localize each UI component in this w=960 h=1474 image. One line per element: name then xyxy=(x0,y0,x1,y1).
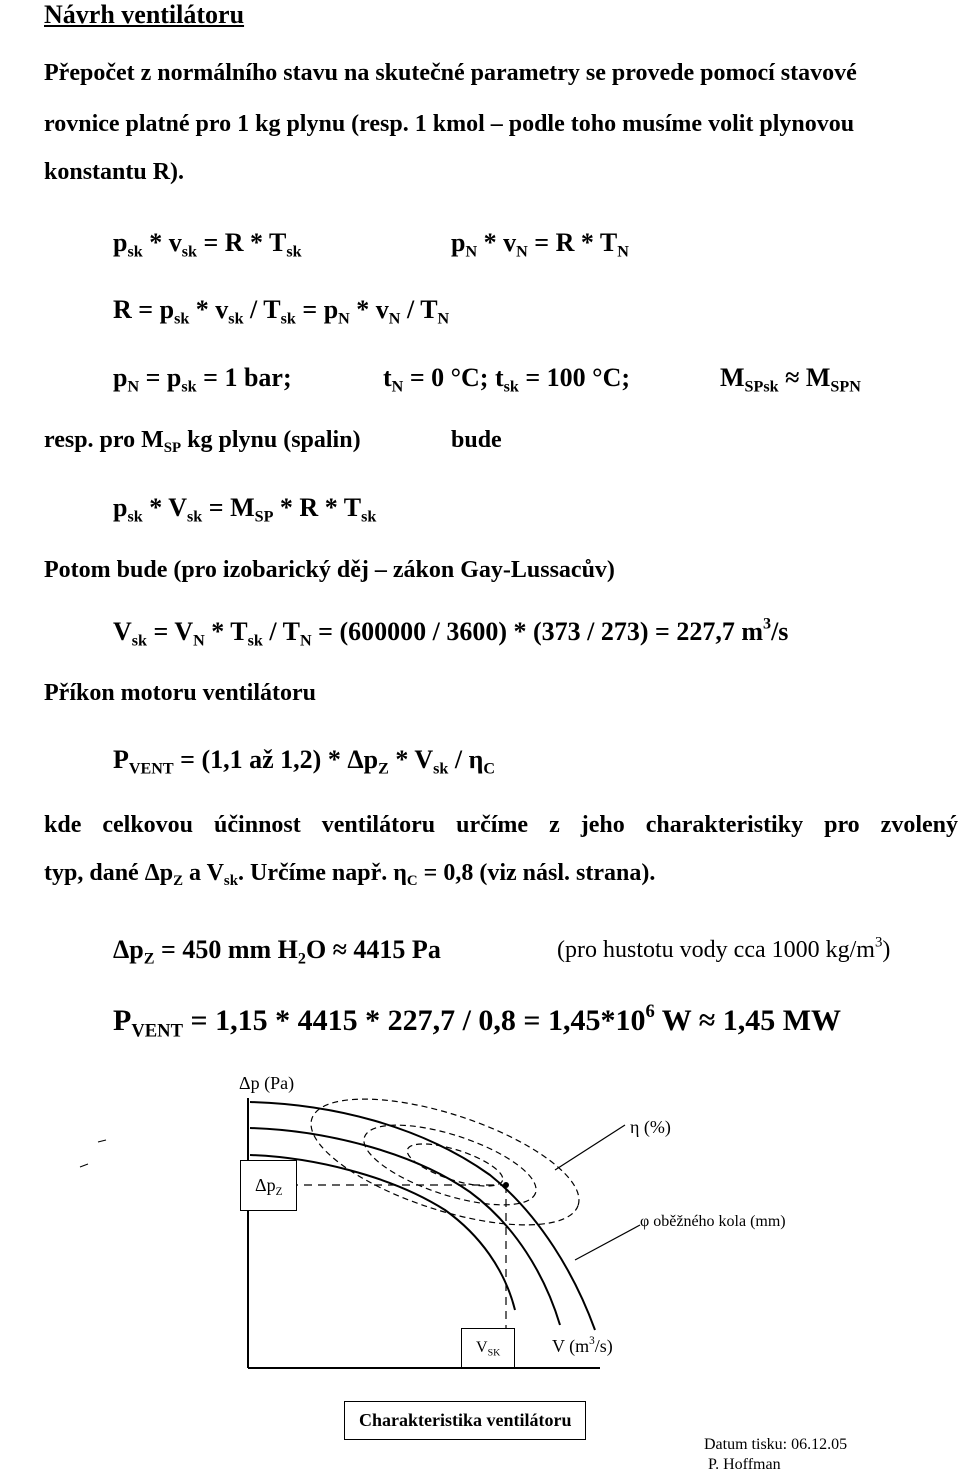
eta-label: η (%) xyxy=(630,1117,671,1137)
equation-mass: $M_{SPsk} \approx M_{SPN}$ xyxy=(720,363,861,396)
print-date: Datum tisku: 06.12.05 xyxy=(704,1436,848,1453)
resp-line: resp. pro $M_{SP}$ kg plynu (spalin) xyxy=(44,427,361,457)
phi-label: φ oběžného kola (mm) xyxy=(640,1213,786,1230)
vsk-label: $V_{SK}$ xyxy=(461,1328,515,1368)
efficiency-contour-middle xyxy=(355,1109,545,1222)
kde-line-1: kde celkovou účinnost ventilátoru určíme z jeho charakteristiky pro zvolený xyxy=(44,812,958,838)
equation-gas-constant: $R = p_{sk} * v_{sk} / T_{sk} = p_N * v_N / T_N$ xyxy=(113,295,450,328)
y-axis-label: Δp (Pa) xyxy=(239,1073,295,1093)
equation-power-result: $P_{VENT} = 1,15 * 4415 * 227,7 / 0,8 = 1,45*10^6$ W ≈ 1,45 MW xyxy=(113,1000,842,1042)
intro-line-1: Přepočet z normálního stavu na skutečné parametry se provede pomocí stavové xyxy=(44,60,857,86)
equation-volume-flow: $V_{sk} = V_N * T_{sk} / T_N = (600000 / 3600) * (373 / 273) = 227,7$ $m^3/s$ xyxy=(113,615,789,650)
fan-curve-2 xyxy=(250,1128,560,1325)
page-title: Návrh ventilátoru xyxy=(44,0,245,29)
potom-line: Potom bude (pro izobarický děj – zákon Gay-Lussacův) xyxy=(44,557,615,583)
prikon-heading: Příkon motoru ventilátoru xyxy=(44,680,316,706)
x-axis-label: V $(m^3/s)$ xyxy=(552,1335,613,1356)
efficiency-contour-outer xyxy=(297,1073,593,1251)
stray-mark xyxy=(98,1140,106,1142)
figure-caption: Charakteristika ventilátoru xyxy=(344,1401,586,1440)
equation-state-actual: $p_{sk} * v_{sk} = R * T_{sk}$ xyxy=(113,228,302,261)
eta-leader-line xyxy=(555,1125,625,1170)
kde-line-2: typ, dané $\Delta p_Z$ a $V_{sk}$. Určíme např. $\eta_C = 0,8$ (viz násl. strana). xyxy=(44,860,656,890)
bude-label: bude xyxy=(451,427,502,453)
phi-leader-line xyxy=(575,1225,640,1260)
fan-curve-1 xyxy=(250,1102,595,1330)
dpz-label: $\Delta p_Z$ xyxy=(240,1160,297,1211)
equation-pressure-diff: $\Delta p_Z = 450$ mm $H_2O \approx 4415$ Pa xyxy=(113,935,441,968)
equation-state-normal: $p_N * v_N = R * T_N$ xyxy=(451,228,629,261)
intro-line-2: rovnice platné pro 1 kg plynu (resp. 1 kmol – podle toho musíme volit plynovou xyxy=(44,111,855,137)
equation-pressure: $p_N = p_{sk} = 1$ bar; xyxy=(113,363,292,396)
author: P. Hoffman xyxy=(708,1456,781,1473)
equation-power: $P_{VENT} = (1,1$ až $1,2) * \Delta p_Z * V_{sk} / \eta_C$ xyxy=(113,745,496,778)
equation-volume-state: $p_{sk} * V_{sk} = M_{SP} * R * T_{sk}$ xyxy=(113,493,377,526)
intro-line-3: konstantu R). xyxy=(44,159,185,185)
stray-mark xyxy=(80,1164,88,1167)
water-density-note: (pro hustotu vody cca 1000 $kg/m^3$) xyxy=(557,934,891,963)
equation-temperature: $t_N = 0$ °C; $t_{sk} = 100$ °C; xyxy=(383,363,631,396)
